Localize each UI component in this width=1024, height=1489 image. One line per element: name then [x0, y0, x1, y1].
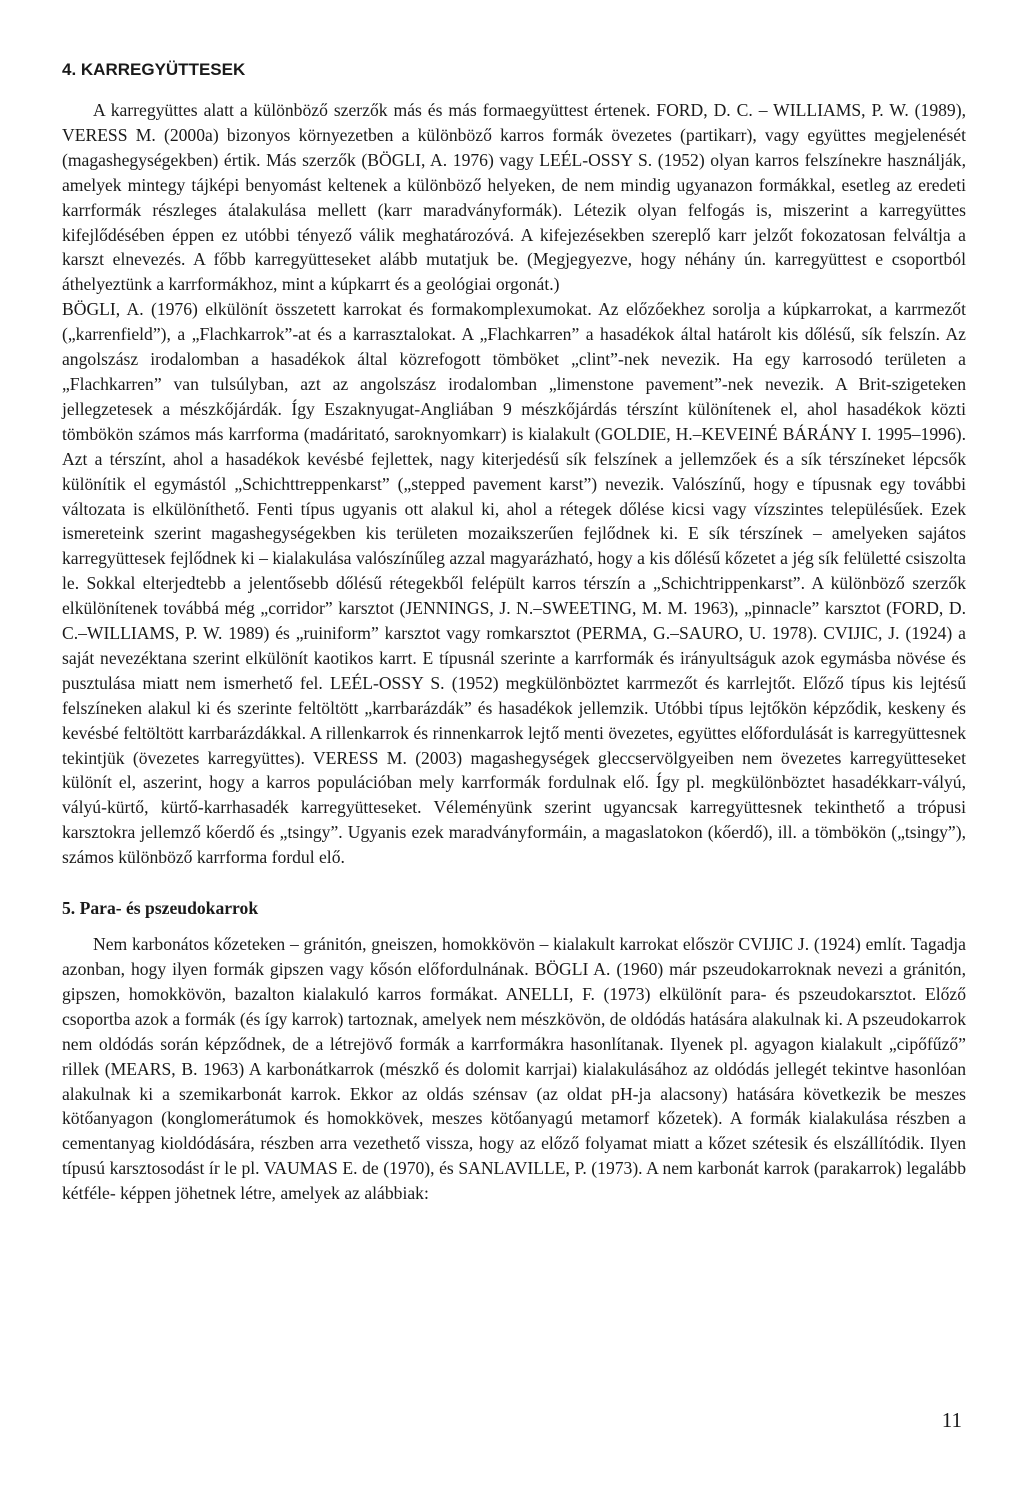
document-page	[62, 58, 966, 1206]
section-4-paragraph-2: BÖGLI, A. (1976) elkülönít összetett karrokat és formakomplexumokat. Az előzőekhez sorolja a kúpkarrokat, a karrmezőt („karrenfield”), a „Flachkarrok”-at és a karrasztalokat. A „Flachkarren” a hasadékok által határolt kis dőlésű, sík felszín. Az angolszász irodalomban a hasadékok által közrefogott tömböket „clint”-nek nevezik. Ha egy karrosodó területen a „Flachkarren” van tulsúlyban, azt az angolszász irodalomban „limenstone pavement”-nek nevezik. A Brit-szigeteken jellegzetesek a mészkőjárdák. Így Eszaknyugat-Angliában 9 mészkőjárdás térszínt különítenek el, ahol hasadékok közti tömbökön számos más karrforma (madáritató, saroknyomkarr) is kialakult (GOLDIE, H.–KEVEINÉ BÁRÁNY I. 1995–1996). Azt a térszínt, ahol a hasadékok kevésbé fejlettek, nagy kiterjedésű sík felszínek a jellemzőek és a sík térszíneket lépcsők különítik el egymástól „Schichttreppenkarst” („stepped pavement karst”) nevezik. Valószínű, hogy e típusnak egy további változata is elkülöníthető. Fenti típus ugyanis ott alakul ki, ahol a rétegek dőlése kicsi vagy vízszintes településűek. Ezek ismereteink szerint magashegységekben kis területen mozaikszerűen fejlődnek ki. E sík térszínek – amelyeken sajátos karregyüttesek fejlődnek ki – kialakulása valószínűleg azzal magyarázható, hogy a kis dőlésű kőzetet a jég sík felületté csiszolta le. Sokkal elterjedtebb a jelentősebb dőlésű rétegekből felépült karros térszín a „Schichtrippenkarst”. A különböző szerzők elkülönítenek továbbá még „corridor” karsztot (JENNINGS, J. N.–SWEETING, M. M. 1963), „pinnacle” karsztot (FORD, D. C.–WILLIAMS, P. W. 1989) és „ruiniform” karsztot vagy romkarsztot (PERMA, G.–SAURO, U. 1978). CVIJIC, J. (1924) a saját nevezéktana szerint elkülönít kaotikos karrt. E típusnál szerinte a karrformák és irányultságuk azok egymásba növése és pusztulása miatt nem ismerhető fel. LEÉL-OSSY S. (1952) megkülönböztet karrmezőt és karrlejtőt. Előző típus kis lejtésű felszíneken alakul ki és szerinte feltöltött „karrbarázdák” és hasadékok jellemzik. Utóbbi típus lejtőkön képződik, keskeny és kevésbé feltöltött karrbarázdákkal. A rillenkarrok és rinnenkarrok lejtő menti övezetes, együttes előfordulását is karregyüttesnek tekintjük (övezetes karregyüttes). VERESS M. (2003) magashegységek gleccservölgyeiben nem övezetes karregyütteseket különít el, aszerint, hogy a karros populációban mely karrformák fordulnak elő. Így pl. megkülönböztet hasadékkarr-vályú, vályú-kürtő, kürtő-karrhasadék karregyütteseket. Véleményünk szerint ugyancsak karregyüttesnek tekinthető a trópusi karsztokra jellemző kőerdő és „tsingy”. Ugyanis ezek maradványformáin, a magaslatokon (kőerdő), ill. a tömbökön („tsingy”), számos különböző karrforma fordul elő.	[62, 299, 966, 868]
section-4-heading: 4. KARREGYÜTTESEK	[62, 60, 246, 79]
section-4-paragraph-1: A karregyüttes alatt a különböző szerzők más és más formaegyüttest értenek. FORD, D. C. – WILLIAMS, P. W. (1989), VERESS M. (2000a) bizonyos környezetben a különböző karros formák övezetes (partikarr), vagy együttes megjelenését (magashegységekben) értik. Más szerzők (BÖGLI, A. 1976) vagy LEÉL-OSSY S. (1952) olyan karros felszínekre használják, amelyek mintegy tájképi benyomást keltenek a különböző helyeken, de nem mindig ugyanazon formákkal, esetleg az eredeti karrformák részleges átalakulása mellett (karr maradványformák). Létezik olyan felfogás is, miszerint a karregyüttes kifejlődésében éppen ez utóbbi tényező válik meghatározóvá. A kifejezésekben szereplő karr jelzőt fokozatosan felváltja a karszt elnevezés. A főbb karregyütteseket alább mutatjuk be. (Megjegyezve, hogy néhány ún. karregyüttest e csoportból áthelyeztünk a karrformákhoz, mint a kúpkarrt és a geológiai orgonát.)	[62, 100, 966, 295]
section-5-heading: 5. Para- és pszeudokarrok	[62, 898, 259, 919]
section-gap	[62, 870, 966, 896]
page-number: 11	[941, 1408, 962, 1432]
section-5-paragraph-1: Nem karbonátos kőzeteken – gránitón, gneiszen, homokkövön – kialakult karrokat először CVIJIC J. (1924) említ. Tagadja azonban, hogy ilyen formák gipszen vagy kősón előfordulnának. BÖGLI A. (1960) már pszeudokarroknak nevezi a gránitón, gipszen, homokkövön, bazalton kialakuló karros formákat. ANELLI, F. (1973) elkülönít para- és pszeudokarsztot. Előző csoportba azok a formák (és így karrok) tartoznak, amelyek nem mészkövön, de oldódás hatására alakulnak ki. A pszeudokarrok nem oldódás során képződnek, de a létrejövő formák a karrformákra hasonlítanak. Ilyenek pl. agyagon kialakult „cipőfűző” rillek (MEARS, B. 1963) A karbonátkarrok (mészkő és dolomit karrjai) kialakulásához az oldódás jellegét tekintve hasonlóan alakulnak ki a szemikarbonát karrok. Ekkor az oldás szénsav (az oldat pH-ja alacsony) hatására következik be meszes kötőanyagon (konglomerátumok és homokkövek, meszes kötőanyagú metamorf kőzetek). A formák kialakulása részben a cementanyag kioldódására, részben arra vezethető vissza, hogy az előző folyamat miatt a kőzet szétesik és elszállítódik. Ilyen típusú karsztosodást ír le pl. VAUMAS E. de (1970), és SANLAVILLE, P. (1973). A nem karbonát karrok (parakarrok) legalább kétféle- képpen jöhetnek létre, amelyek az alábbiak:	[62, 934, 966, 1204]
